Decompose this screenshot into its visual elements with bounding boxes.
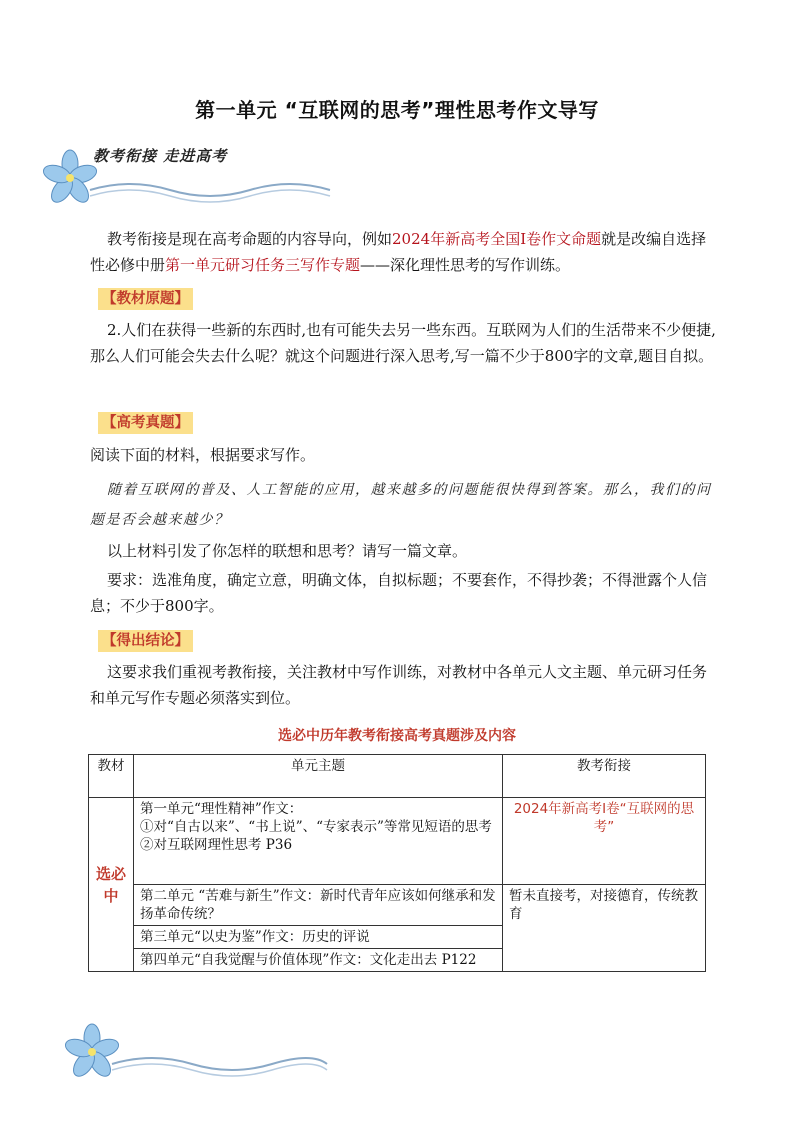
- banner-text: 教考衔接 走进高考: [93, 147, 228, 165]
- theme-cell: 第四单元“自我觉醒与价值体现”作文：文化走出去 P122: [134, 949, 503, 972]
- header-exam-link: 教考衔接: [503, 755, 706, 798]
- exam-prompt: 以上材料引发了你怎样的联想和思考？请写一篇文章。: [107, 542, 468, 560]
- intro-text: 教考衔接是现在高考命题的内容导向，例如: [107, 230, 393, 248]
- link-cell: 暂未直接考，对接德育，传统教育: [503, 885, 706, 972]
- textbook-question: 2.人们在获得一些新的东西时,也有可能失去另一些东西。互联网为人们的生活带来不少便捷,那么人们可能会失去什么呢？就这个问题进行深入思考,写一篇不少于800字的文章,题目自拟。: [90, 321, 716, 365]
- tag-textbook-original: 【教材原题】: [98, 288, 193, 310]
- exam-instruction: 阅读下面的材料，根据要求写作。: [90, 446, 316, 464]
- intro-paragraph: [90, 226, 716, 278]
- header-unit-theme: 单元主题: [134, 755, 503, 798]
- table-row: [89, 798, 706, 885]
- intro-highlight-1: 2024年新高考全国Ⅰ卷作文命题: [392, 230, 602, 248]
- content-table: [88, 754, 706, 972]
- table-caption: 选必中历年教考衔接高考真题涉及内容: [278, 728, 516, 744]
- exam-requirements: 要求：选准角度，确定立意，明确文体，自拟标题；不要套作，不得抄袭；不得泄露个人信息；不少于800字。: [90, 571, 708, 615]
- intro-highlight-2: 第一单元研习任务三写作专题: [165, 256, 361, 274]
- table-row: [89, 885, 706, 926]
- intro-text-3: ——深化理性思考的写作训练。: [360, 256, 571, 274]
- link-cell: 2024年新高考Ⅰ卷“互联网的思考”: [503, 798, 706, 885]
- intro-text-2: 就是改编自选择性必修中册: [90, 230, 707, 274]
- theme-cell: 第二单元 “苦难与新生”作文：新时代青年应该如何继承和发扬革命传统？: [134, 885, 503, 926]
- side-label: 选必中: [89, 798, 134, 972]
- theme-cell: 第三单元“以史为鉴”作文：历史的评说: [134, 926, 503, 949]
- theme-cell: 第一单元“理性精神”作文： ①对“自古以来”、“书上说”、“专家表示”等常见短语的思考 ②对互联网理性思考 P36: [134, 798, 503, 885]
- flower-ornament-bottom: [62, 1020, 332, 1090]
- tag-exam-question: 【高考真题】: [98, 412, 193, 434]
- conclusion-text: 这要求我们重视考教衔接，关注教材中写作训练，对教材中各单元人文主题、单元研习任务和单元写作专题必须落实到位。: [90, 663, 708, 707]
- page-title: 第一单元 “互联网的思考”理性思考作文导写: [195, 98, 599, 122]
- header-textbook: 教材: [89, 755, 134, 798]
- exam-material: 随着互联网的普及、人工智能的应用，越来越多的问题能很快得到答案。那么，我们的问题是否会越来越少？: [90, 482, 712, 528]
- tag-conclusion: 【得出结论】: [98, 630, 193, 652]
- table-header-row: [89, 755, 706, 798]
